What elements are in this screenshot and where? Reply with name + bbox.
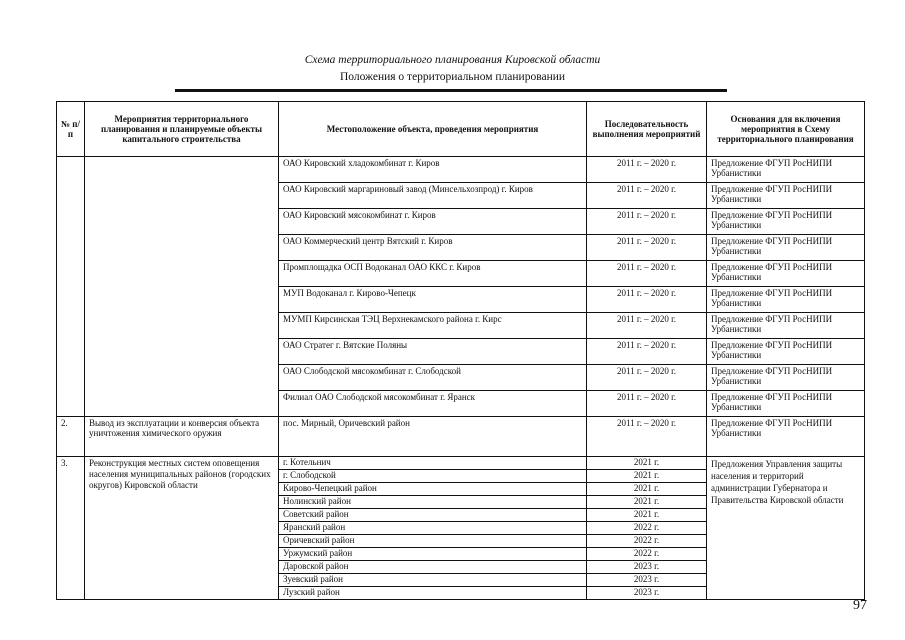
- cell-year: 2023 г.: [587, 574, 707, 587]
- cell-location: ОАО Слободской мясокомбинат г. Слободской: [279, 365, 587, 391]
- col-header-sequence: Последовательность выполнения мероприятий: [587, 102, 707, 157]
- cell-location: Нолинский район: [279, 496, 587, 509]
- col-header-measure: Мероприятия территориального планирования и планируемые объекты капитального строительства: [85, 102, 279, 157]
- cell-location: ОАО Кировский мясокомбинат г. Киров: [279, 209, 587, 235]
- cell-sequence: 2011 г. – 2020 г.: [587, 287, 707, 313]
- cell-location: МУМП Кирсинская ТЭЦ Верхнекамского района г. Кирс: [279, 313, 587, 339]
- cell-location: Лузский район: [279, 587, 587, 600]
- cell-basis: Предложения Управления защиты населения и территорий администрации Губернатора и Правительства Кировской области: [707, 457, 865, 600]
- table-row: [57, 457, 865, 470]
- cell-year: 2021 г.: [587, 483, 707, 496]
- table-row: [57, 417, 865, 457]
- cell-sequence: 2011 г. – 2020 г.: [587, 183, 707, 209]
- cell-location: Даровской район: [279, 561, 587, 574]
- cell-sequence: 2011 г. – 2020 г.: [587, 261, 707, 287]
- cell-sequence: 2011 г. – 2020 г.: [587, 391, 707, 417]
- cell-year: 2023 г.: [587, 561, 707, 574]
- cell-sequence: 2011 г. – 2020 г.: [587, 235, 707, 261]
- cell-num: 3.: [57, 457, 85, 600]
- cell-sequence: 2011 г. – 2020 г.: [587, 417, 707, 457]
- table-header-row: [57, 102, 865, 157]
- cell-sequence: 2011 г. – 2020 г.: [587, 339, 707, 365]
- cell-year: 2023 г.: [587, 587, 707, 600]
- cell-basis: Предложение ФГУП РосНИПИ Урбанистики: [707, 313, 865, 339]
- cell-basis: Предложение ФГУП РосНИПИ Урбанистики: [707, 235, 865, 261]
- cell-sequence: 2011 г. – 2020 г.: [587, 157, 707, 183]
- cell-num: 2.: [57, 417, 85, 457]
- cell-basis: Предложение ФГУП РосНИПИ Урбанистики: [707, 209, 865, 235]
- cell-location: ОАО Стратег г. Вятские Поляны: [279, 339, 587, 365]
- page-number: 97: [853, 598, 867, 613]
- cell-basis: Предложение ФГУП РосНИПИ Урбанистики: [707, 391, 865, 417]
- cell-num-continued: [57, 157, 85, 417]
- cell-location: МУП Водоканал г. Кирово-Чепецк: [279, 287, 587, 313]
- cell-location: пос. Мирный, Оричевский район: [279, 417, 587, 457]
- table-row: [57, 157, 865, 183]
- cell-year: 2021 г.: [587, 496, 707, 509]
- col-header-num: № п/п: [57, 102, 85, 157]
- cell-basis: Предложение ФГУП РосНИПИ Урбанистики: [707, 339, 865, 365]
- cell-year: 2022 г.: [587, 548, 707, 561]
- cell-location: Филиал ОАО Слободской мясокомбинат г. Яранск: [279, 391, 587, 417]
- cell-measure-continued: [85, 157, 279, 417]
- cell-year: 2022 г.: [587, 522, 707, 535]
- cell-location: ОАО Кировский хладокомбинат г. Киров: [279, 157, 587, 183]
- cell-year: 2021 г.: [587, 470, 707, 483]
- cell-basis: Предложение ФГУП РосНИПИ Урбанистики: [707, 417, 865, 457]
- cell-sequence: 2011 г. – 2020 г.: [587, 365, 707, 391]
- cell-location: Кирово-Чепецкий район: [279, 483, 587, 496]
- cell-year: 2021 г.: [587, 457, 707, 470]
- cell-location: Зуевский район: [279, 574, 587, 587]
- document-title: Схема территориального планирования Кировской области: [304, 54, 601, 66]
- col-header-basis: Основания для включения мероприятия в Схему территориального планирования: [707, 102, 865, 157]
- cell-location: Промплощадка ОСП Водоканал ОАО ККС г. Киров: [279, 261, 587, 287]
- cell-location: Яранский район: [279, 522, 587, 535]
- cell-location: Советский район: [279, 509, 587, 522]
- cell-location: ОАО Кировский маргариновый завод (Минсельхозпрод) г. Киров: [279, 183, 587, 209]
- cell-year: 2021 г.: [587, 509, 707, 522]
- cell-basis: Предложение ФГУП РосНИПИ Урбанистики: [707, 183, 865, 209]
- measures-table: [56, 101, 865, 600]
- cell-measure: Реконструкция местных систем оповещения населения муниципальных районов (городских округов) Кировской области: [85, 457, 279, 600]
- cell-sequence: 2011 г. – 2020 г.: [587, 209, 707, 235]
- header-rule: [175, 89, 727, 92]
- cell-basis: Предложение ФГУП РосНИПИ Урбанистики: [707, 261, 865, 287]
- cell-location: г. Котельнич: [279, 457, 587, 470]
- cell-sequence: 2011 г. – 2020 г.: [587, 313, 707, 339]
- cell-location: ОАО Коммерческий центр Вятский г. Киров: [279, 235, 587, 261]
- cell-basis: Предложение ФГУП РосНИПИ Урбанистики: [707, 157, 865, 183]
- col-header-location: Местоположение объекта, проведения мероприятия: [279, 102, 587, 157]
- cell-location: Уржумский район: [279, 548, 587, 561]
- cell-basis: Предложение ФГУП РосНИПИ Урбанистики: [707, 287, 865, 313]
- cell-measure: Вывод из эксплуатации и конверсия объекта уничтожения химического оружия: [85, 417, 279, 457]
- cell-location: г. Слободской: [279, 470, 587, 483]
- cell-basis: Предложение ФГУП РосНИПИ Урбанистики: [707, 365, 865, 391]
- cell-location: Оричевский район: [279, 535, 587, 548]
- document-subtitle: Положения о территориальном планировании: [339, 71, 566, 83]
- cell-year: 2022 г.: [587, 535, 707, 548]
